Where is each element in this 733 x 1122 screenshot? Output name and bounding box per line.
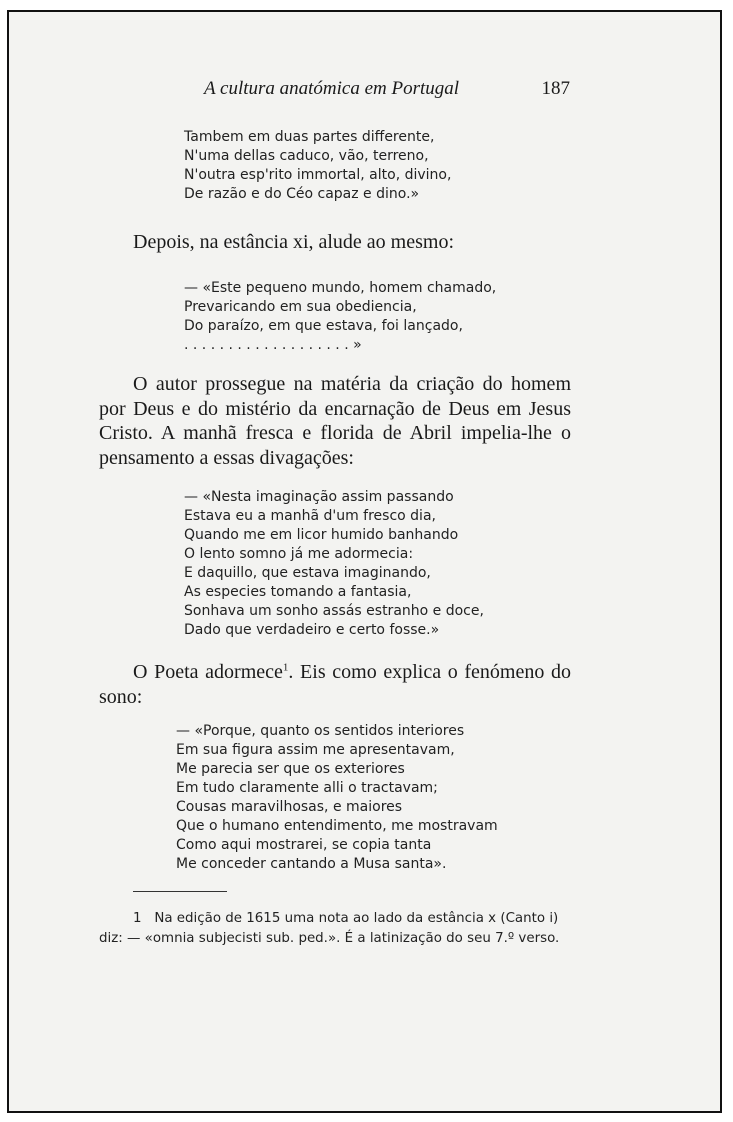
footnote-line: diz: — «omnia subjecisti sub. ped.». É a latinização do seu 7.º verso. (99, 931, 560, 946)
verse-line: Estava eu a manhã d'um fresco dia, (184, 508, 436, 524)
paragraph-line: Cristo. A manhã fresca e florida de Abril impelia-lhe o (99, 422, 571, 444)
paragraph-2 (99, 372, 571, 470)
paragraph-1 (99, 230, 571, 255)
footnote (99, 909, 571, 949)
verse-line: N'outra esp'rito immortal, alto, divino, (184, 167, 452, 183)
paragraph-text: O Poeta adormece (133, 661, 283, 683)
running-title: A cultura anatómica em Portugal (204, 78, 460, 99)
verse-line: — «Este pequeno mundo, homem chamado, (184, 280, 497, 296)
verse-stanza-3 (184, 488, 484, 640)
verse-line: Me parecia ser que os exteriores (176, 761, 405, 777)
verse-line: Que o humano entendimento, me mostravam (176, 818, 498, 834)
paragraph-line: por Deus e do mistério da encarnação de Deus em Jesus (99, 397, 571, 420)
footnote-text: Na edição de 1615 uma nota ao lado da estância x (Canto i) (154, 911, 559, 926)
verse-line: Quando me em licor humido banhando (184, 527, 459, 543)
footnote-divider (133, 891, 227, 892)
verse-line: Sonhava um sonho assás estranho e doce, (184, 603, 484, 619)
verse-line: — «Nesta imaginação assim passando (184, 489, 454, 505)
verse-line: N'uma dellas caduco, vão, terreno, (184, 148, 429, 164)
verse-line: As especies tomando a fantasia, (184, 584, 412, 600)
verse-stanza-1 (184, 128, 451, 204)
paragraph-line: O autor prossegue na matéria da criação do homem (133, 373, 571, 395)
verse-line: De razão e do Céo capaz e dino.» (184, 186, 420, 202)
verse-ellipsis: . . . . . . . . . . . . . . . . . . . » (184, 337, 362, 353)
paragraph-3 (99, 660, 571, 709)
paragraph-line: pensamento a essas divagações: (99, 446, 354, 469)
footnote-marker: 1 (133, 911, 142, 926)
paragraph-line: Depois, na estância xi, alude ao mesmo: (133, 231, 455, 253)
paragraph-line (99, 660, 571, 685)
verse-line: Tambem em duas partes differente, (184, 129, 435, 145)
verse-line: Dado que verdadeiro e certo fosse.» (184, 622, 440, 638)
verse-line: E daquillo, que estava imaginando, (184, 565, 431, 581)
verse-line: Do paraízo, em que estava, foi lançado, (184, 318, 463, 334)
paragraph-line: sono: (99, 685, 143, 708)
verse-line: Me conceder cantando a Musa santa». (176, 856, 447, 872)
verse-stanza-2 (184, 279, 496, 355)
footnote-reference[interactable]: 1 (282, 661, 289, 674)
paragraph-text: . Eis como explica o fenómeno do (288, 661, 571, 683)
verse-line: Cousas maravilhosas, e maiores (176, 799, 403, 815)
verse-line: Em tudo claramente alli o tractavam; (176, 780, 438, 796)
running-head (204, 78, 570, 100)
page-number: 187 (541, 78, 570, 99)
verse-line: Como aqui mostrarei, se copia tanta (176, 837, 432, 853)
verse-stanza-4 (176, 722, 498, 874)
verse-line: — «Porque, quanto os sentidos interiores (176, 723, 465, 739)
footnote-line (99, 909, 571, 929)
verse-line: Prevaricando em sua obediencia, (184, 299, 417, 315)
verse-line: O lento somno já me adormecia: (184, 546, 414, 562)
verse-line: Em sua figura assim me apresentavam, (176, 742, 455, 758)
